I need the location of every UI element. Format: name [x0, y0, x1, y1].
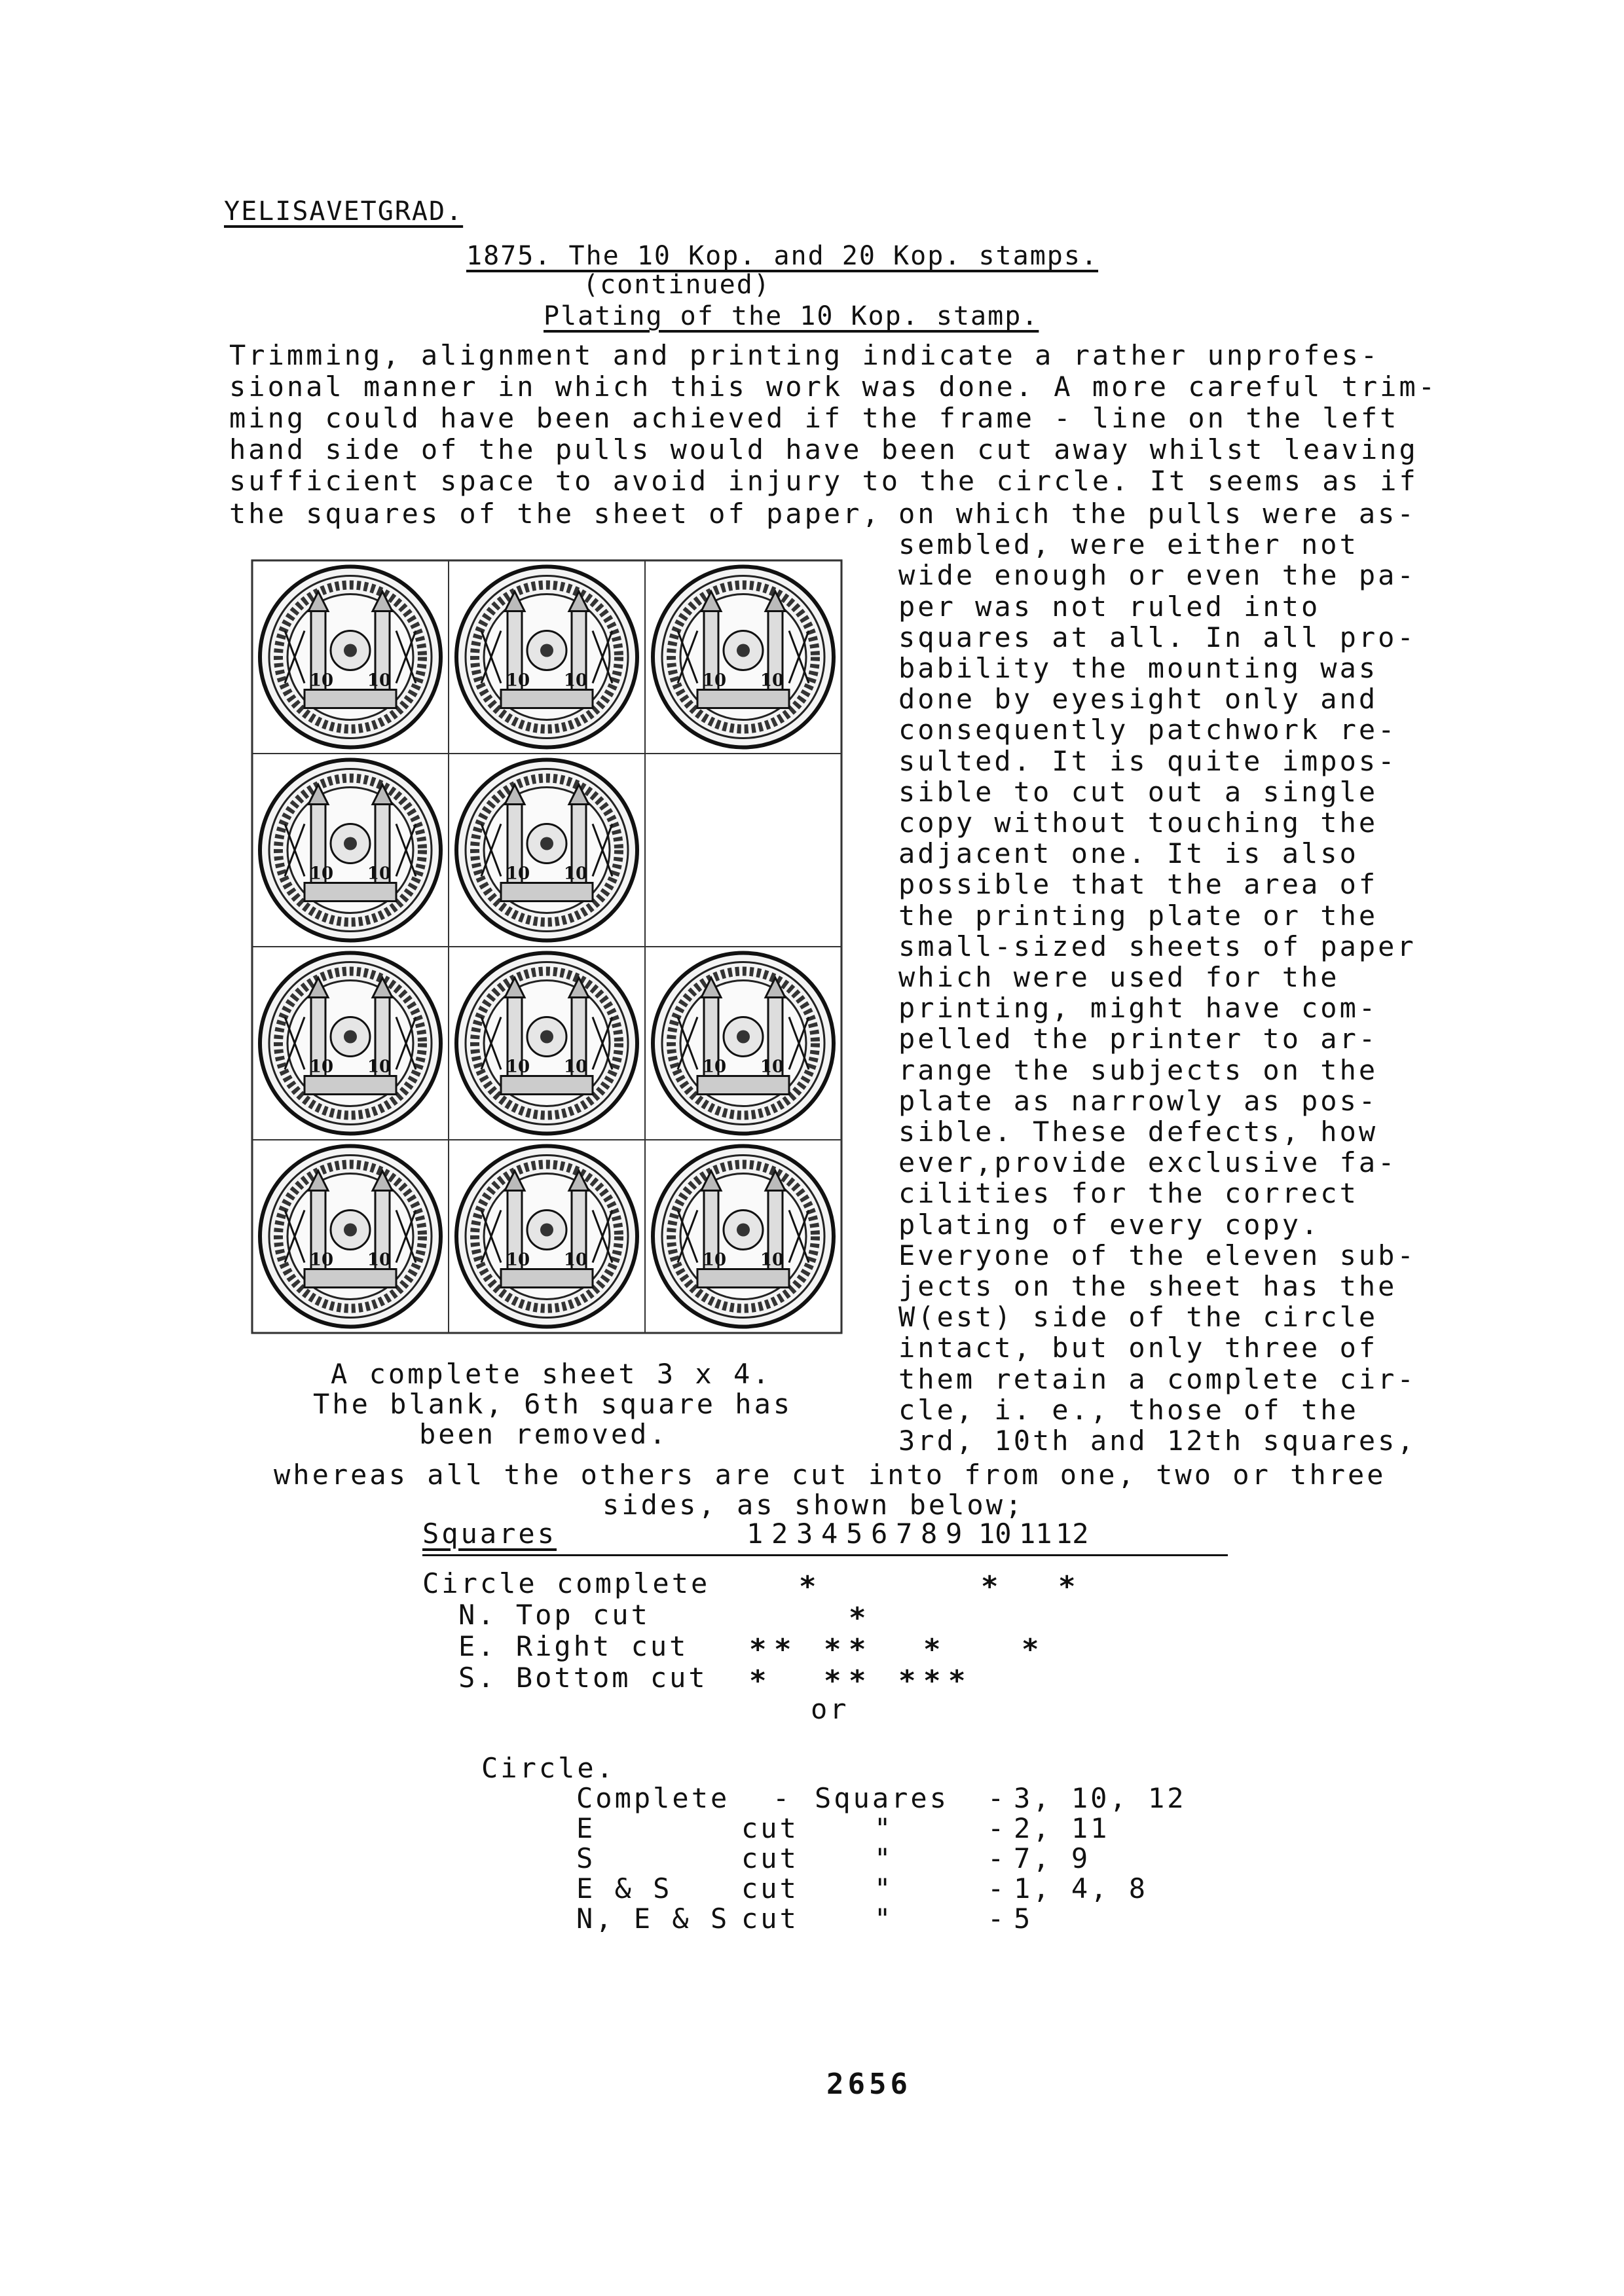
intro-line: sional manner in which this work was done. A more careful trim-	[229, 371, 1438, 403]
stamp-value-label: 10	[702, 1057, 727, 1077]
side-line: cle, i. e., those of the	[898, 1394, 1359, 1426]
summary-label: "	[874, 1872, 894, 1904]
table-column-number: 9	[946, 1518, 963, 1550]
table-mark: *	[923, 1664, 941, 1698]
summary-squares: 5	[1014, 1903, 1033, 1935]
stamp-value-label: 10	[367, 1250, 392, 1270]
stamp-impression	[449, 754, 645, 947]
table-row-label: S. Bottom cut	[458, 1662, 708, 1694]
summary-side: N, E & S	[576, 1903, 730, 1935]
side-line: sible to cut out a single	[898, 776, 1378, 808]
summary-kind: cut	[741, 1872, 799, 1904]
stamp-value-label: 10	[367, 670, 392, 691]
side-line: small-sized sheets of paper	[898, 930, 1416, 962]
table-mark: *	[799, 1570, 817, 1603]
summary-label: "	[874, 1903, 894, 1935]
stamp-value-label: 10	[367, 864, 392, 884]
summary-kind: cut	[741, 1842, 799, 1874]
summary-dash: -	[987, 1842, 1007, 1874]
table-column-number: 3	[796, 1518, 813, 1550]
table-mark: *	[1022, 1633, 1039, 1666]
stamp-value-label: 10	[506, 670, 530, 691]
summary-squares: 7, 9	[1014, 1842, 1091, 1874]
side-line: Everyone of the eleven sub-	[898, 1239, 1416, 1271]
side-line: ever,provide exclusive fa-	[898, 1146, 1397, 1178]
side-line: jects on the sheet has the	[898, 1270, 1397, 1302]
stamp-impression	[252, 560, 449, 754]
stamp-impression	[252, 1140, 449, 1333]
side-line: sembled, were either not	[898, 528, 1359, 560]
summary-squares: 1, 4, 8	[1014, 1872, 1149, 1904]
continuation-line-1: whereas all the others are cut into from one, two or three	[274, 1459, 1386, 1491]
table-column-number: 4	[821, 1518, 838, 1550]
stamp-impression	[645, 560, 841, 754]
side-line: intact, but only three of	[898, 1332, 1378, 1364]
summary-side: E	[576, 1812, 596, 1844]
summary-title: Circle.	[481, 1752, 616, 1784]
table-mark: *	[1058, 1570, 1076, 1603]
stamp-value-label: 10	[506, 864, 530, 884]
stamp-value-label: 10	[702, 1250, 727, 1270]
table-mark: *	[824, 1664, 841, 1698]
section-title: 1875. The 10 Kop. and 20 Kop. stamps.	[466, 241, 1099, 271]
table-mark: *	[749, 1633, 767, 1666]
caption-text: The blank, 6th square has	[313, 1388, 793, 1420]
side-line: plate as narrowly as pos-	[898, 1085, 1378, 1117]
stamp-value-label: 10	[760, 1250, 784, 1270]
table-row-label: Circle complete	[422, 1567, 710, 1599]
side-line: squares at all. In all pro-	[898, 621, 1416, 653]
summary-squares: 3, 10, 12	[1014, 1782, 1187, 1814]
stamp-value-label: 10	[563, 1057, 588, 1077]
caption-line-3: been removed.	[419, 1418, 669, 1450]
stamp-impression	[252, 947, 449, 1140]
table-column-number: 2	[771, 1518, 788, 1550]
side-line: them retain a complete cir-	[898, 1363, 1416, 1395]
stamp-value-label: 10	[760, 1057, 784, 1077]
stamp-impression	[645, 1140, 841, 1333]
table-mark: *	[948, 1664, 966, 1698]
summary-squares: 2, 11	[1014, 1812, 1110, 1844]
summary-dash: -	[987, 1782, 1007, 1814]
summary-dash: -	[987, 1812, 1007, 1844]
side-line: the printing plate or the	[898, 900, 1378, 932]
side-line: which were used for the	[898, 961, 1340, 993]
summary-kind: cut	[741, 1903, 799, 1935]
intro-line: ming could have been achieved if the frame - line on the left	[229, 402, 1399, 434]
blank-square	[645, 754, 841, 947]
table-column-number: 10	[978, 1518, 1012, 1550]
summary-side: Complete	[576, 1782, 730, 1814]
subsection-title: Plating of the 10 Kop. stamp.	[544, 301, 1039, 331]
continued-label: (continued)	[583, 270, 771, 300]
side-line: on which the pulls were as-	[898, 498, 1416, 530]
caption-line-2	[313, 1388, 792, 1420]
stamp-value-label: 10	[563, 670, 588, 691]
summary-label: Squares	[815, 1782, 950, 1814]
side-line: range the subjects on the	[898, 1054, 1378, 1086]
or-separator: or	[811, 1693, 849, 1725]
stamp-impression	[449, 947, 645, 1140]
side-line: consequently patchwork re-	[898, 714, 1397, 746]
side-line: adjacent one. It is also	[898, 837, 1359, 869]
side-line: wide enough or even the pa-	[898, 559, 1416, 591]
caption-line-1: A complete sheet 3 x 4.	[331, 1358, 772, 1390]
summary-kind: -	[773, 1782, 792, 1814]
stamp-value-label: 10	[702, 670, 727, 691]
stamp-value-label: 10	[309, 1057, 334, 1077]
table-row-label: E. Right cut	[458, 1630, 689, 1662]
stamp-value-label: 10	[309, 1250, 334, 1270]
table-header-rule	[422, 1554, 1228, 1556]
stamp-impression	[252, 754, 449, 947]
stamp-value-label: 10	[760, 670, 784, 691]
summary-kind: cut	[741, 1812, 799, 1844]
intro-line: sufficient space to avoid injury to the circle. It seems as if	[229, 465, 1418, 497]
side-line: printing, might have com-	[898, 992, 1378, 1024]
stamp-sheet-illustration	[246, 555, 848, 1334]
table-mark: *	[923, 1633, 941, 1666]
table-column-number: 7	[896, 1518, 913, 1550]
stamp-impression	[645, 947, 841, 1140]
table-mark: *	[774, 1633, 792, 1666]
stamp-value-label: 10	[309, 670, 334, 691]
side-line: done by eyesight only and	[898, 683, 1378, 715]
table-mark: *	[981, 1570, 999, 1603]
stamp-value-label: 10	[367, 1057, 392, 1077]
table-mark: *	[898, 1664, 916, 1698]
stamp-value-label: 10	[563, 864, 588, 884]
table-mark: *	[849, 1664, 866, 1698]
stamp-impression	[449, 560, 645, 754]
stamp-value-label: 10	[563, 1250, 588, 1270]
summary-dash: -	[987, 1872, 1007, 1904]
continuation-line-2: sides, as shown below;	[602, 1489, 1025, 1521]
intro-line: the squares of the sheet of paper,	[229, 498, 881, 530]
table-column-number: 8	[921, 1518, 938, 1550]
side-line: sulted. It is quite impos-	[898, 745, 1397, 777]
side-line: bability the mounting was	[898, 652, 1378, 684]
table-row-label: N. Top cut	[458, 1599, 650, 1631]
stamp-value-label: 10	[309, 864, 334, 884]
table-column-number: 1	[747, 1518, 764, 1550]
summary-dash: -	[987, 1903, 1007, 1935]
side-line: plating of every copy.	[898, 1209, 1321, 1241]
summary-side: S	[576, 1842, 596, 1874]
page-number: 2656	[826, 2068, 912, 2101]
side-line: copy without touching the	[898, 807, 1378, 839]
side-line: 3rd, 10th and 12th squares,	[898, 1425, 1416, 1457]
table-mark: *	[749, 1664, 767, 1698]
intro-line: hand side of the pulls would have been cut away whilst leaving	[229, 433, 1418, 465]
table-column-number: 12	[1056, 1518, 1089, 1550]
table-mark: *	[849, 1601, 866, 1635]
place-heading: YELISAVETGRAD.	[224, 196, 464, 227]
table-column-number: 6	[871, 1518, 888, 1550]
intro-line: Trimming, alignment and printing indicate a rather unprofes-	[229, 339, 1380, 371]
stamp-value-label: 10	[506, 1250, 530, 1270]
side-line: per was not ruled into	[898, 591, 1321, 623]
summary-side: E & S	[576, 1872, 673, 1904]
table-header-label: Squares	[422, 1518, 557, 1550]
stamp-impression	[449, 1140, 645, 1333]
table-column-number: 11	[1019, 1518, 1052, 1550]
summary-label: "	[874, 1812, 894, 1844]
stamp-value-label: 10	[506, 1057, 530, 1077]
table-column-number: 5	[846, 1518, 863, 1550]
table-mark: *	[849, 1633, 866, 1666]
side-line: W(est) side of the circle	[898, 1301, 1378, 1333]
table-mark: *	[824, 1633, 841, 1666]
side-line: cilities for the correct	[898, 1177, 1359, 1209]
side-line: pelled the printer to ar-	[898, 1023, 1378, 1055]
side-line: sible. These defects, how	[898, 1116, 1378, 1148]
summary-label: "	[874, 1842, 894, 1874]
side-line: possible that the area of	[898, 868, 1378, 900]
